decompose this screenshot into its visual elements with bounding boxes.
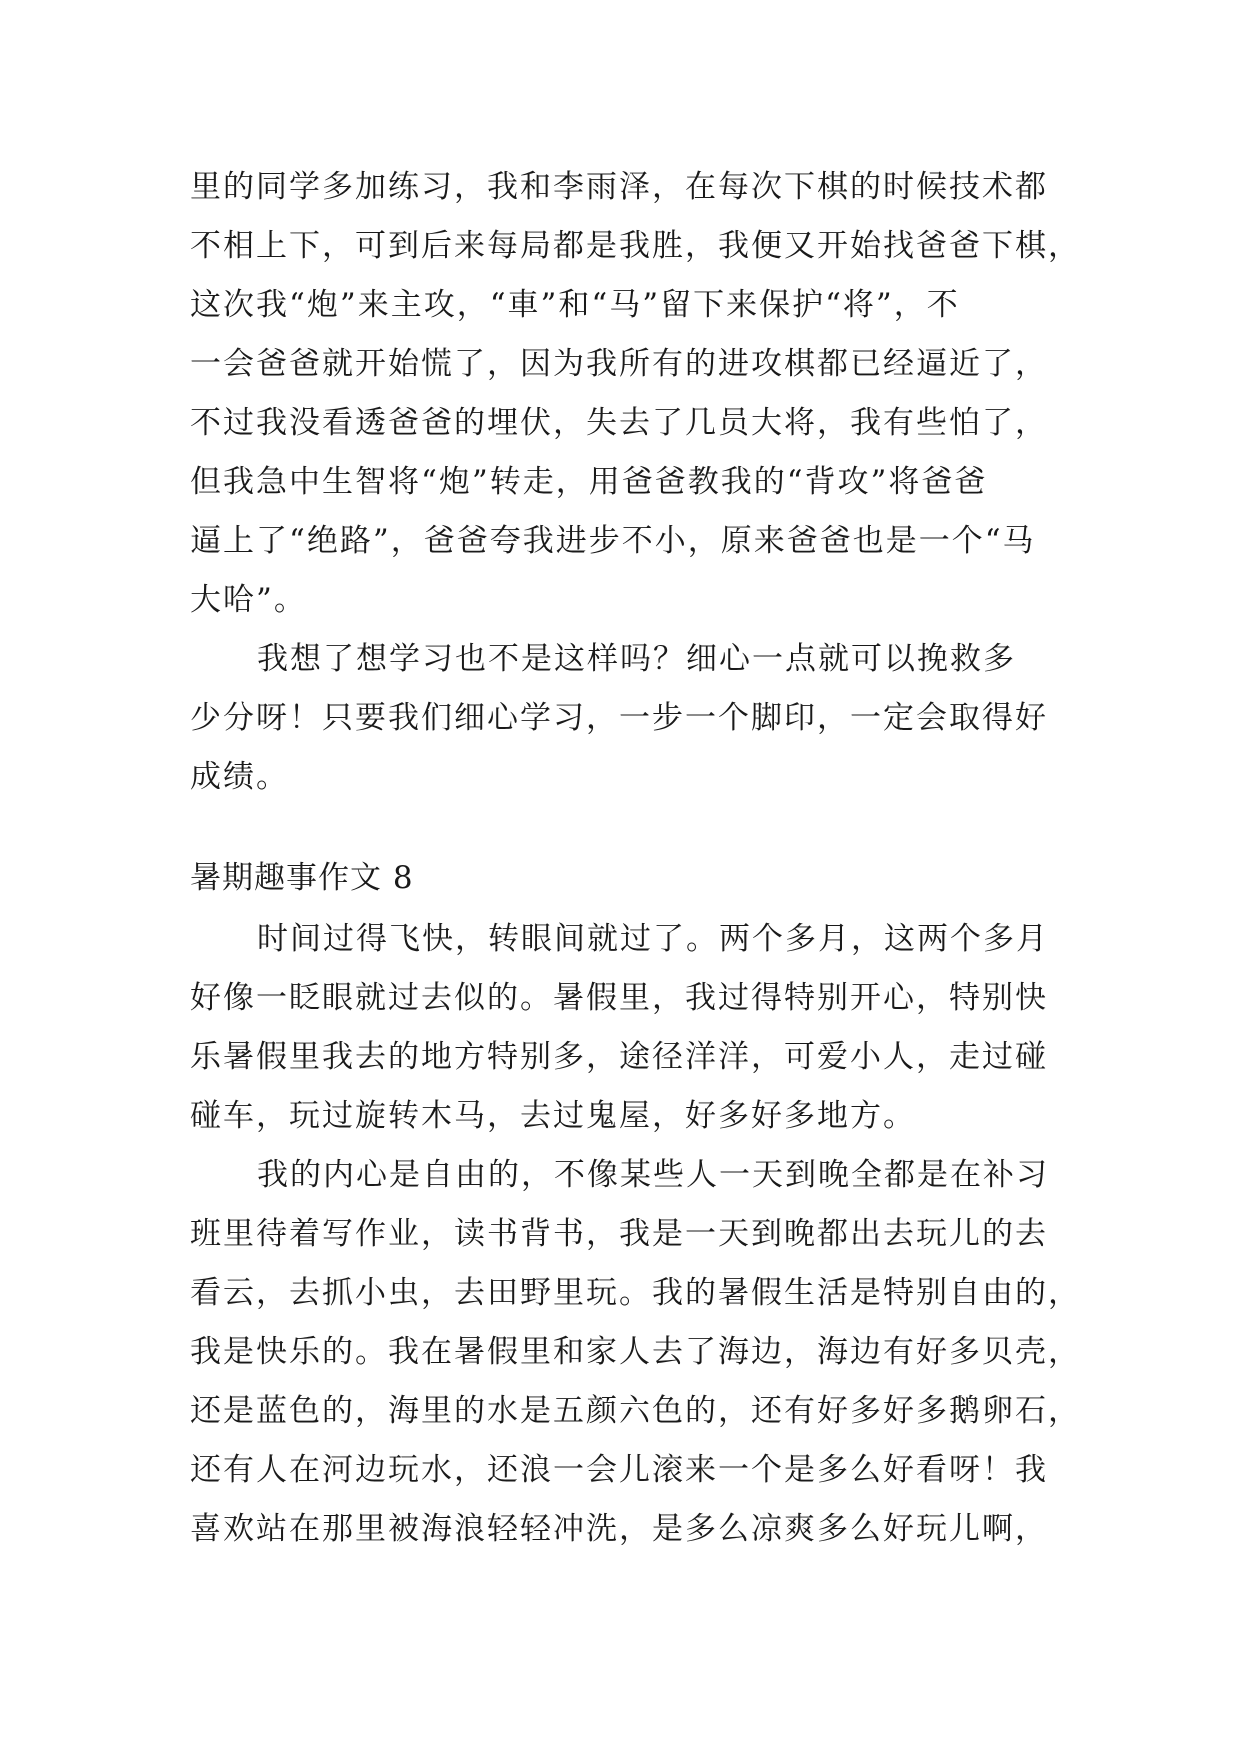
essay-title: 暑期趣事作文 8 <box>190 860 414 896</box>
paragraph-line: 成绩。 <box>190 759 289 795</box>
paragraph-line: 我的内心是自由的，不像某些人一天到晚全都是在补习 <box>257 1157 1049 1193</box>
paragraph-line: 看云，去抓小虫，去田野里玩。我的暑假生活是特别自由的， <box>190 1275 1081 1311</box>
paragraph-line: 不过我没看透爸爸的埋伏，失去了几员大将，我有些怕了， <box>190 405 1048 441</box>
paragraph-line: 时间过得飞快，转眼间就过了。两个多月，这两个多月 <box>257 921 1049 957</box>
paragraph-line: 我是快乐的。我在暑假里和家人去了海边，海边有好多贝壳， <box>190 1334 1081 1370</box>
paragraph-line: 班里待着写作业，读书背书，我是一天到晚都出去玩儿的去 <box>190 1216 1048 1252</box>
paragraph-line: 大哈”。 <box>190 582 307 618</box>
paragraph-line: 还有人在河边玩水，还浪一会儿滚来一个是多么好看呀！我 <box>190 1452 1048 1488</box>
paragraph-line: 我想了想学习也不是这样吗？细心一点就可以挽救多 <box>257 641 1016 677</box>
paragraph-line: 不相上下，可到后来每局都是我胜，我便又开始找爸爸下棋， <box>190 228 1081 264</box>
paragraph-line: 一会爸爸就开始慌了，因为我所有的进攻棋都已经逼近了， <box>190 346 1048 382</box>
paragraph-line: 这次我“炮”来主攻，“車”和“马”留下来保护“将”，不 <box>190 287 960 323</box>
paragraph-line: 里的同学多加练习，我和李雨泽，在每次下棋的时候技术都 <box>190 169 1048 205</box>
paragraph-line: 碰车，玩过旋转木马，去过鬼屋，好多好多地方。 <box>190 1098 916 1134</box>
paragraph-line: 逼上了“绝路”，爸爸夸我进步不小，原来爸爸也是一个“马 <box>190 523 1036 559</box>
paragraph-line: 乐暑假里我去的地方特别多，途径洋洋，可爱小人，走过碰 <box>190 1039 1048 1075</box>
paragraph-line: 少分呀！只要我们细心学习，一步一个脚印，一定会取得好 <box>190 700 1048 736</box>
paragraph-line: 还是蓝色的，海里的水是五颜六色的，还有好多好多鹅卵石， <box>190 1393 1081 1429</box>
paragraph-line: 好像一眨眼就过去似的。暑假里，我过得特别开心，特别快 <box>190 980 1048 1016</box>
paragraph-line: 但我急中生智将“炮”转走，用爸爸教我的“背攻”将爸爸 <box>190 464 988 500</box>
paragraph-line: 喜欢站在那里被海浪轻轻冲洗，是多么凉爽多么好玩儿啊， <box>190 1511 1048 1547</box>
